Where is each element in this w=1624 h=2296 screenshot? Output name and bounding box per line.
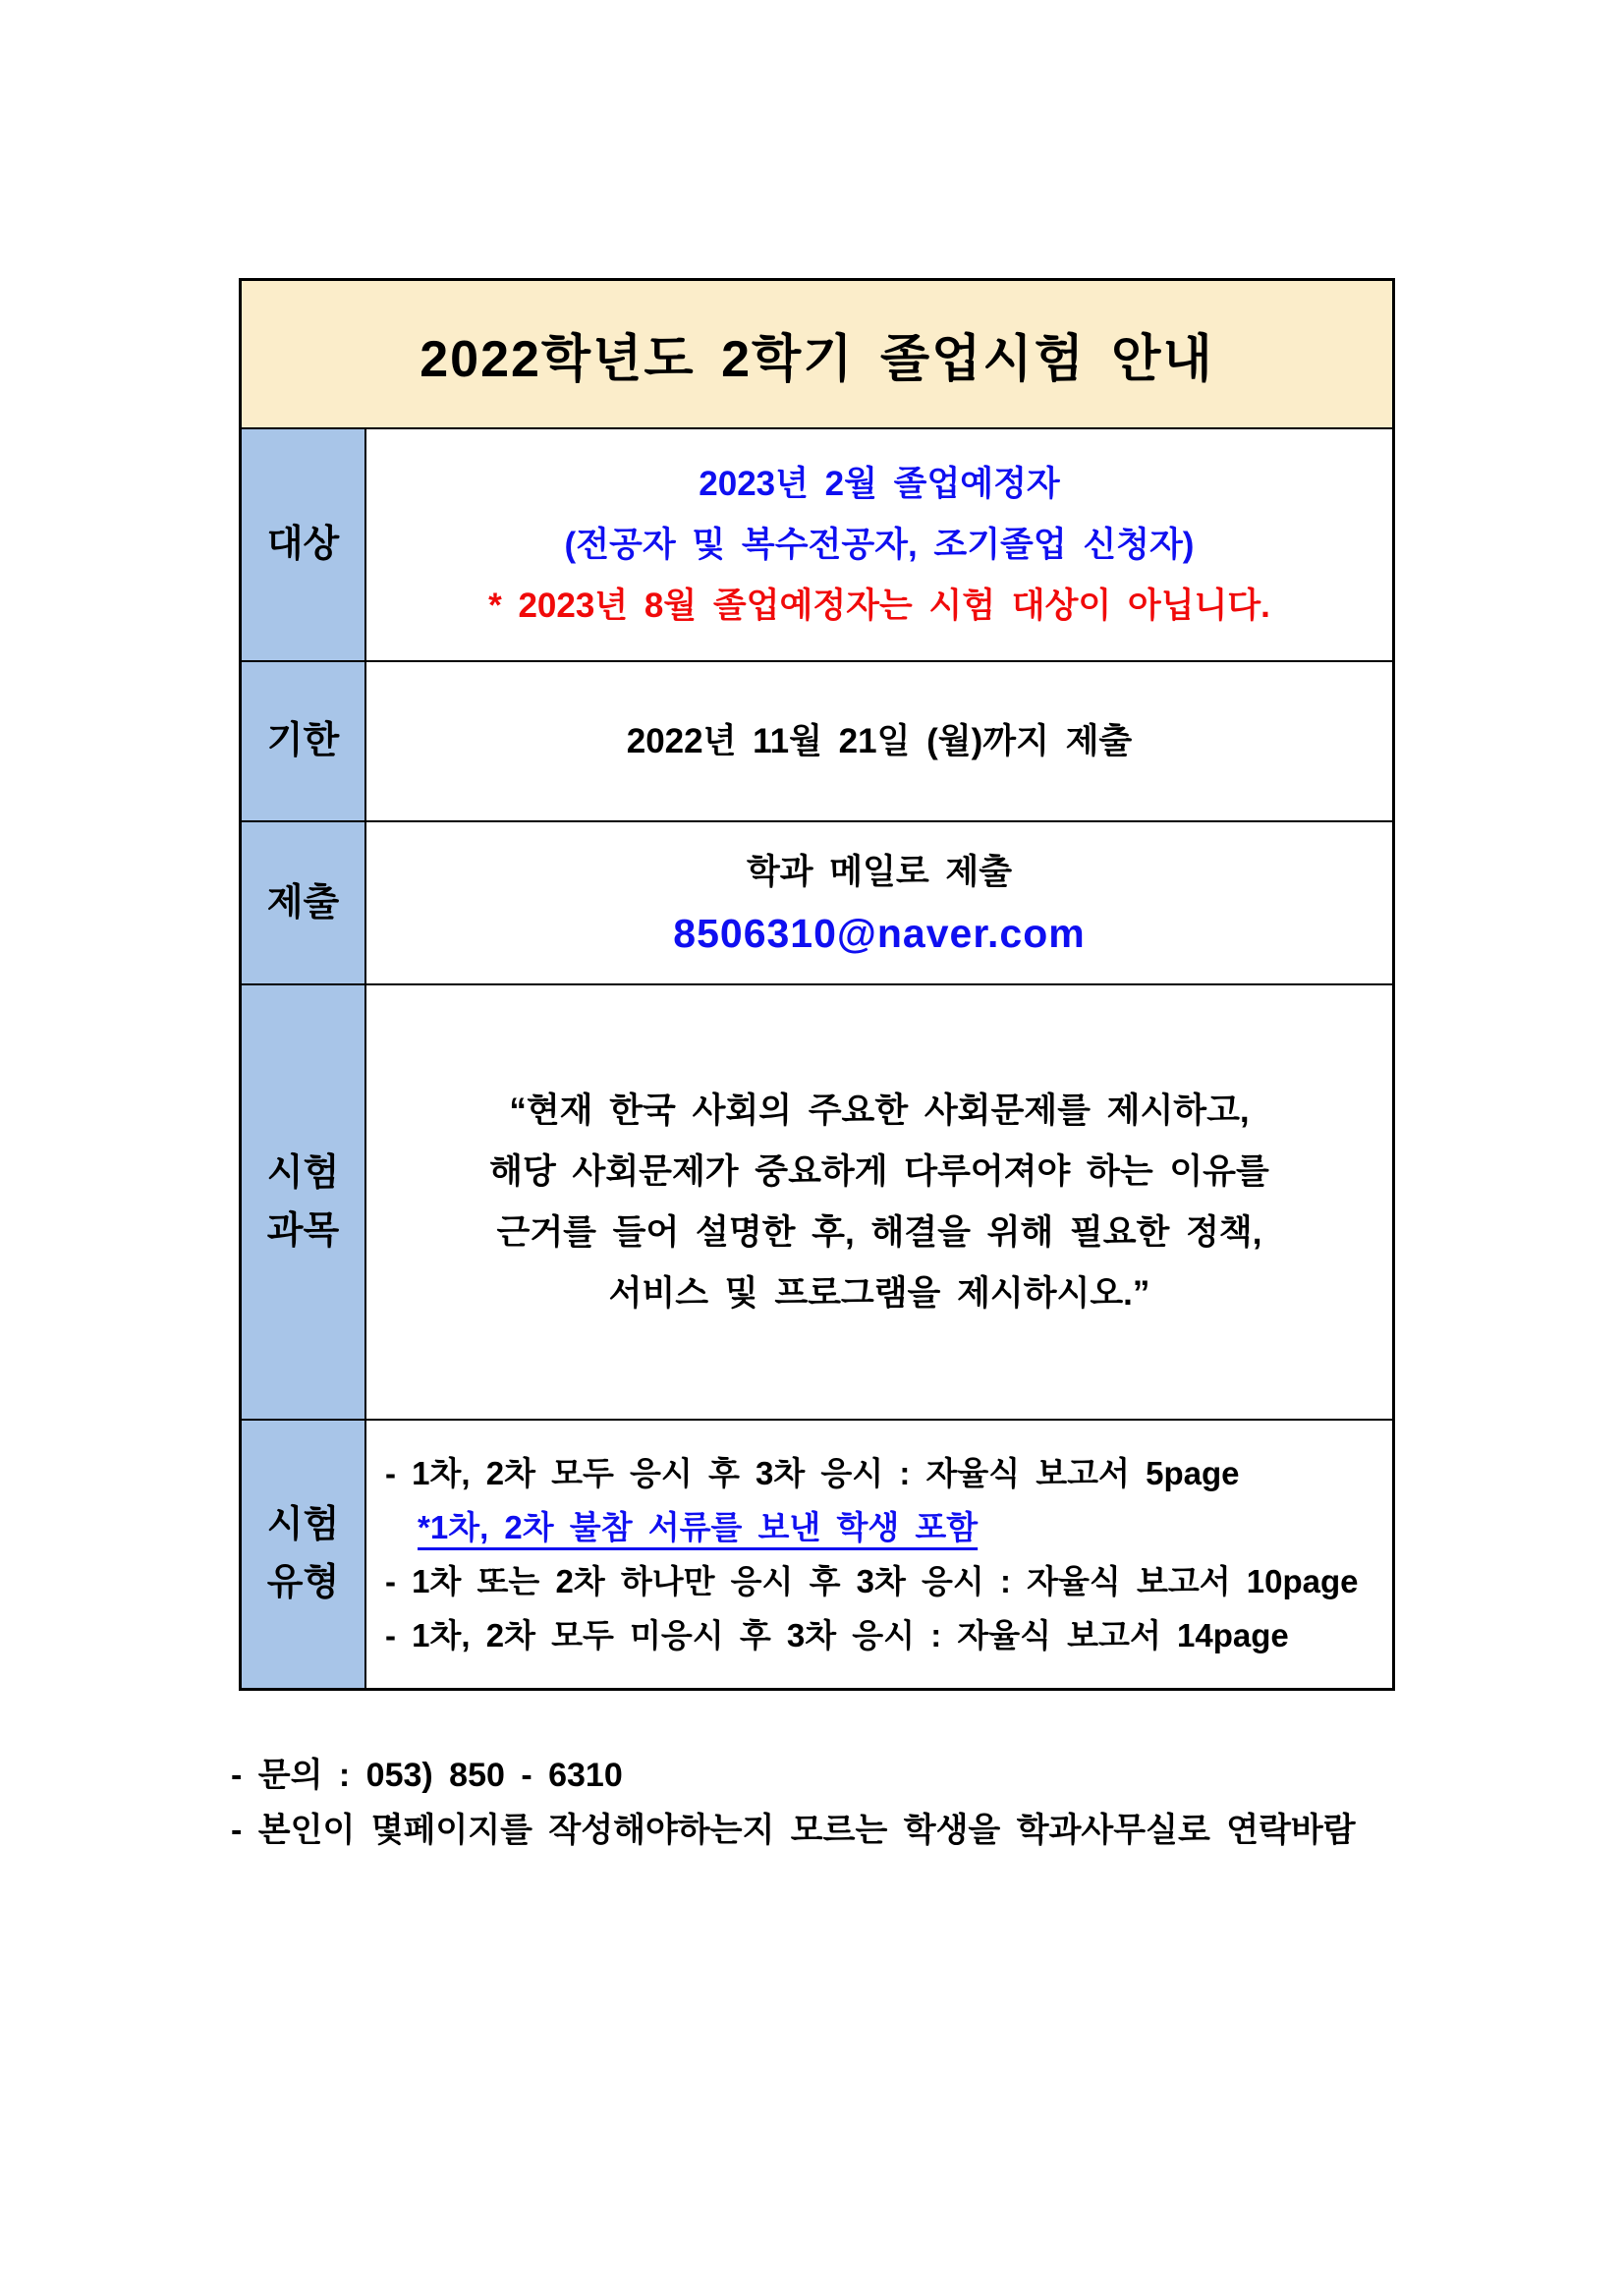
row-label-deadline [242,660,366,820]
exam-question-line-4: 서비스 및 프로그램을 제시하시오.” [608,1273,1150,1313]
row-label-text-line1: 시험 [266,1151,340,1194]
exam-question-line-2: 해당 사회문제가 중요하게 다루어져야 하는 이유를 [489,1151,1269,1191]
row-label-text-line1: 시험 [266,1504,340,1546]
target-line-2: (전공자 및 복수전공자, 조기졸업 신청자) [564,525,1195,564]
exam-type-option-2: - 1차 또는 2차 하나만 응시 후 3차 응시 : 자율식 보고서 10page [385,1563,1359,1599]
exam-type-note-underlined: *1차, 2차 불참 서류를 보낸 학생 포함 [418,1509,979,1545]
row-content-exam-subject [366,983,1392,1419]
target-line-1: 2023년 2월 졸업예정자 [699,464,1060,503]
page-title: 2022학년도 2학기 졸업시험 안내 [420,331,1214,388]
submission-method-text: 학과 메일로 제출 [746,853,1013,891]
exam-type-option-1: - 1차, 2차 모두 응시 후 3차 응시 : 자율식 보고서 5page [385,1455,1240,1491]
row-content-deadline [366,660,1392,820]
row-label-text: 대상 [266,524,340,566]
row-content-exam-type [366,1419,1392,1688]
exam-type-option-3: - 1차, 2차 모두 미응시 후 3차 응시 : 자율식 보고서 14page [385,1617,1289,1653]
exam-question-line-1: “현재 한국 사회의 주요한 사회문제를 제시하고, [509,1091,1250,1130]
notice-title-cell [242,281,1392,427]
row-label-exam-subject [242,983,366,1419]
graduation-exam-notice-table [239,278,1395,1691]
footer-contact-phone: - 문의 : 053) 850 - 6310 [231,1757,623,1794]
row-label-text-line2: 유형 [266,1562,340,1603]
row-label-text: 제출 [266,881,340,924]
row-label-exam-type [242,1419,366,1688]
exam-question-line-3: 근거를 들어 설명한 후, 해결을 위해 필요한 정책, [496,1212,1262,1252]
row-content-submission [366,820,1392,983]
row-content-target [366,427,1392,660]
deadline-text: 2022년 11월 21일 (월)까지 제출 [626,721,1133,760]
footer-notes [231,1748,1356,1858]
row-label-submission [242,820,366,983]
email-address: 8506310@naver.com [673,911,1086,956]
row-label-text-line2: 과목 [266,1209,340,1252]
footer-page-count-note: - 본인이 몇페이지를 작성해야하는지 모르는 학생을 학과사무실로 연락바람 [231,1812,1356,1849]
target-note-red: * 2023년 8월 졸업예정자는 시험 대상이 아닙니다. [488,586,1270,625]
row-label-text: 기한 [266,720,340,762]
row-label-target [242,427,366,660]
